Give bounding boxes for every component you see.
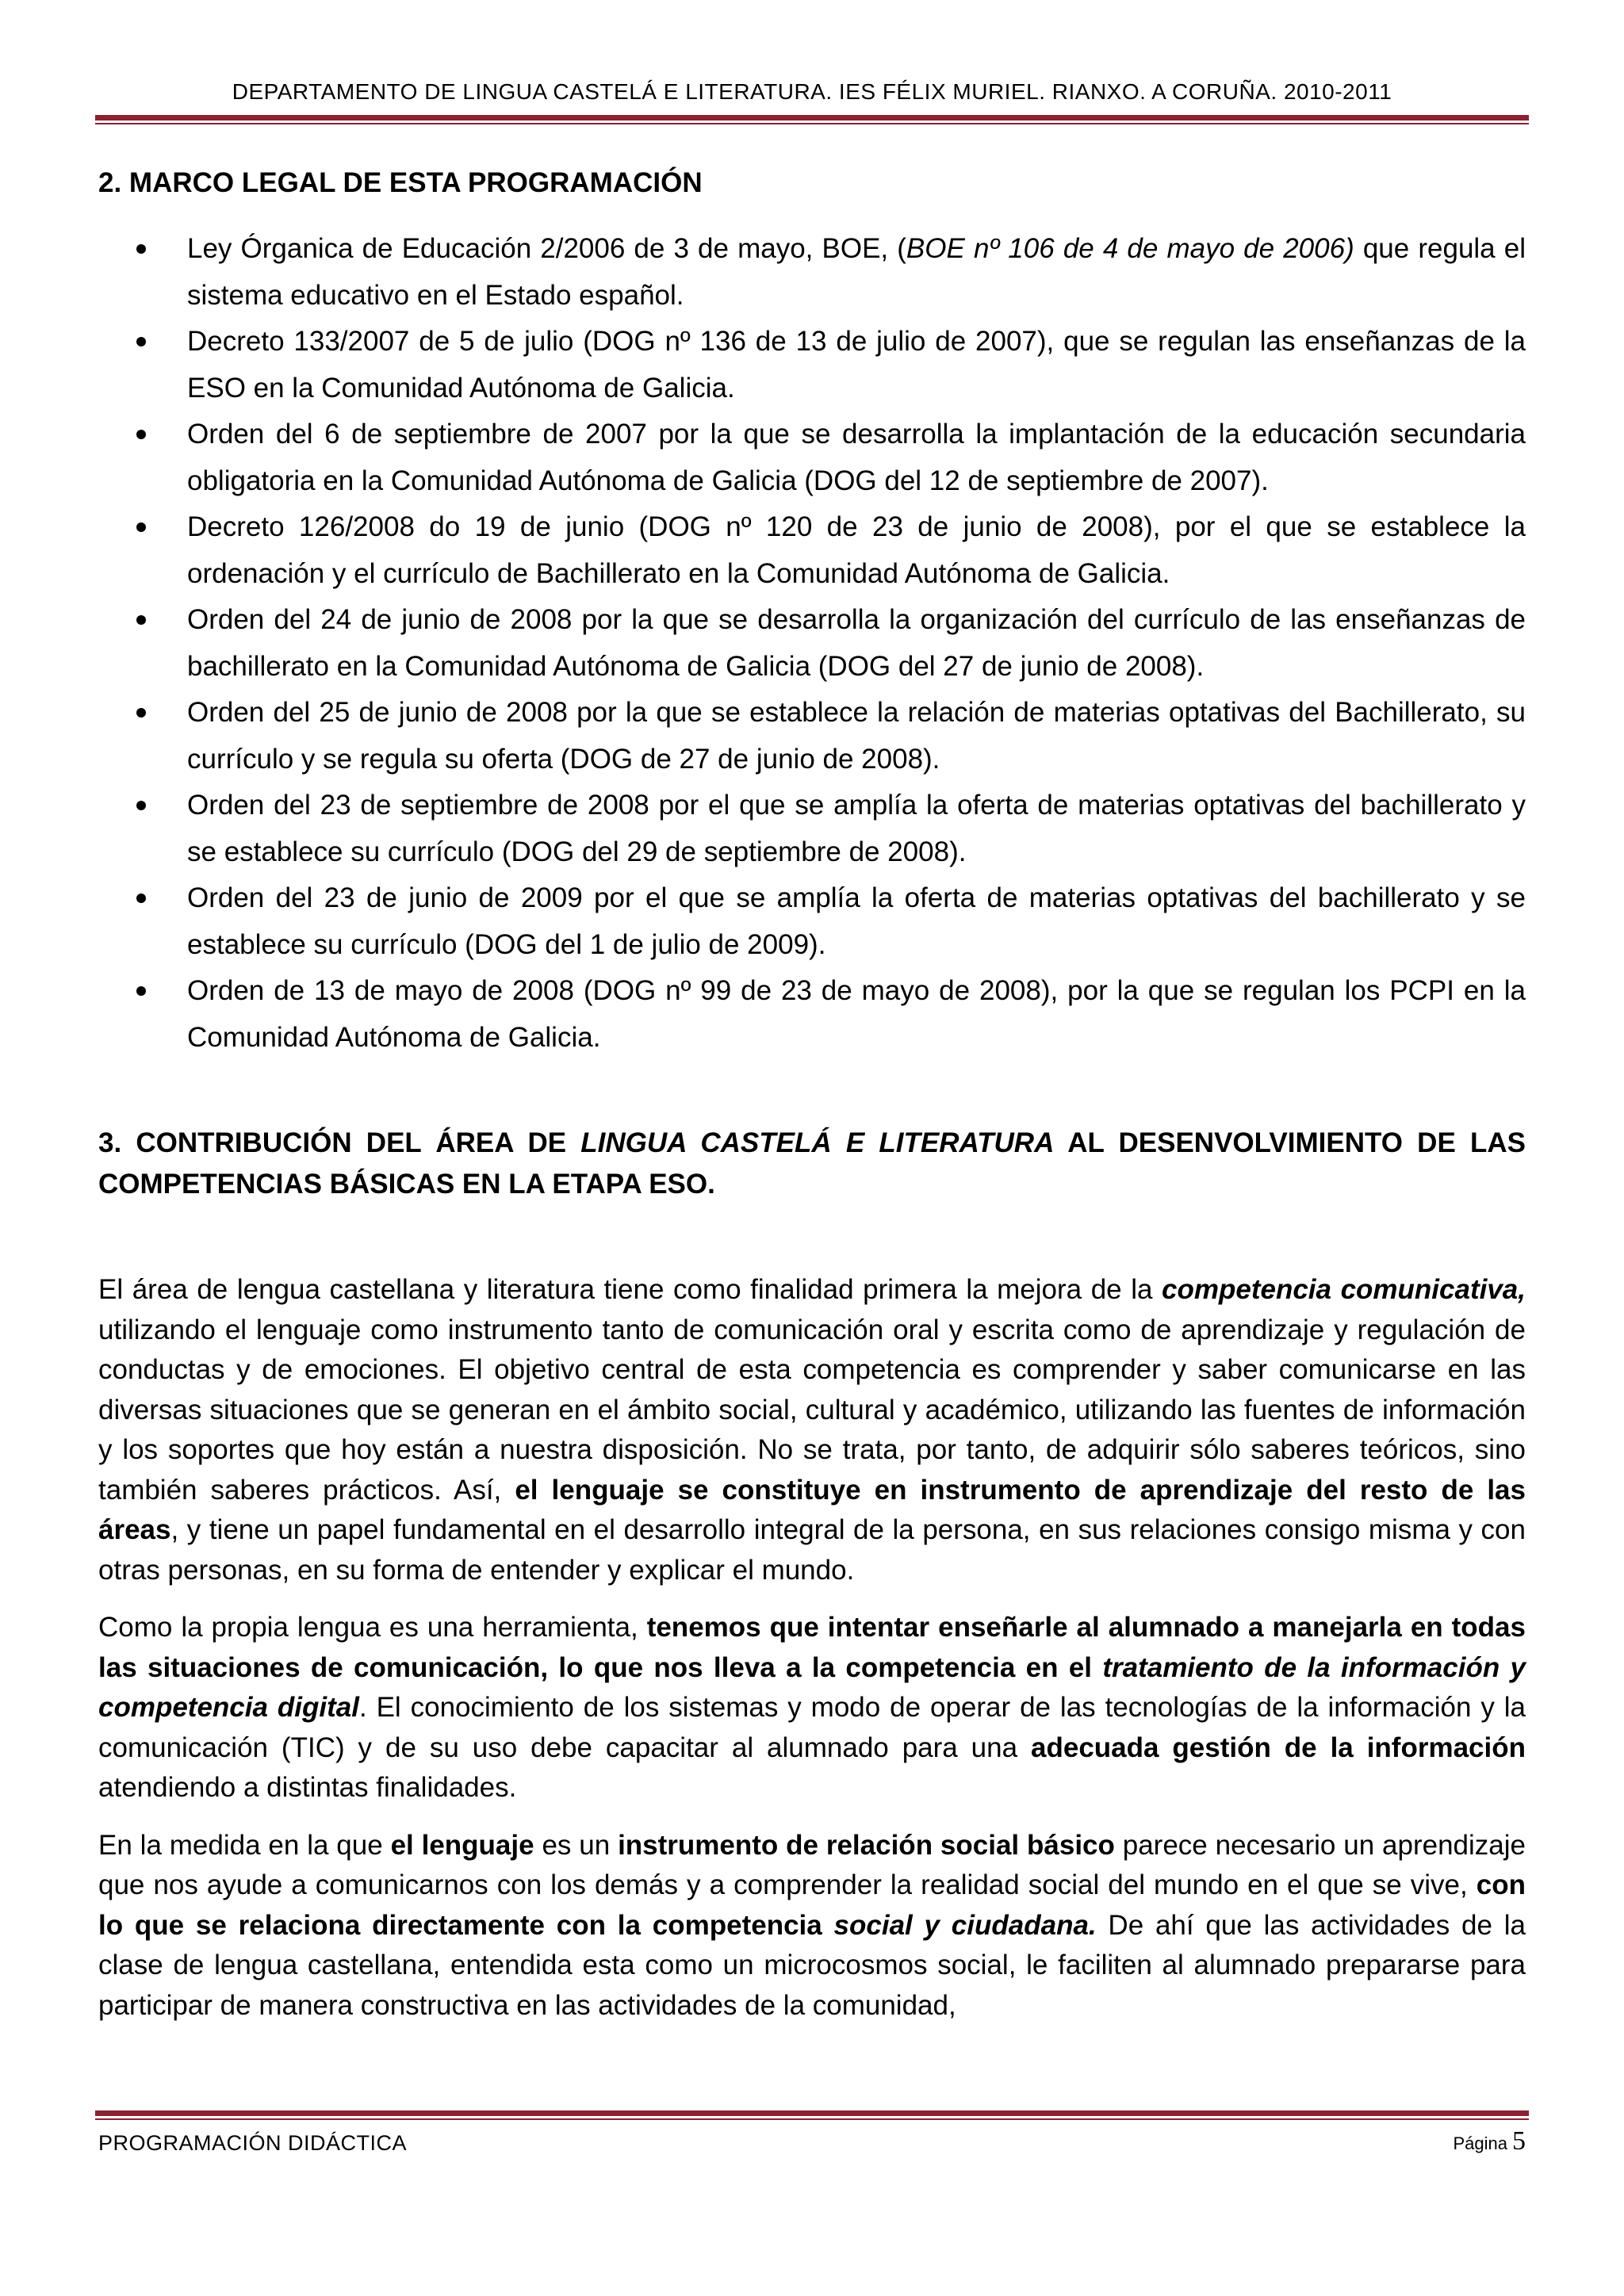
page-number bbox=[1453, 2126, 1526, 2156]
section-3-title bbox=[98, 1123, 1526, 1205]
paragraph-text: De ahí que las actividades de la clase de lengua castellana, entendida esta como un microcosmos social, le faciliten al alumnado prepararse para participar de manera constructiva en las actividades de la comunidad, bbox=[98, 1909, 1526, 2021]
list-item-text: Ley Órganica de Educación 2/2006 de 3 de mayo, BOE, ( bbox=[187, 233, 906, 264]
page-label: Página bbox=[1453, 2133, 1507, 2153]
paragraph-bold-italic: social y ciudadana. bbox=[833, 1909, 1097, 1941]
header-rule bbox=[95, 115, 1529, 124]
list-item-text: Orden del 23 de junio de 2009 por el que se amplía la oferta de materias optativas del bachillerato y se establece su currículo (DOG del 1 de julio de 2009). bbox=[187, 882, 1526, 960]
list-item-text: Orden del 6 de septiembre de 2007 por la que se desarrolla la implantación de la educación secundaria obligatoria en la Comunidad Autónoma de Galicia (DOG del 12 de septiembre de 2007). bbox=[187, 419, 1526, 496]
list-item-text: Decreto 126/2008 do 19 de junio (DOG nº 120 de 23 de junio de 2008), por el que se establece la ordenación y el currículo de Bachillerato en la Comunidad Autónoma de Galicia. bbox=[187, 511, 1526, 589]
list-item bbox=[98, 597, 1526, 690]
bullet-icon bbox=[136, 986, 146, 996]
paragraph-bold: el lenguaje se constituye en instrumento de aprendizaje del resto de las áreas bbox=[98, 1474, 1526, 1545]
list-item-text: Orden del 23 de septiembre de 2008 por el que se amplía la oferta de materias optativas del bachillerato y se establece su currículo (DOG del 29 de septiembre de 2008). bbox=[187, 790, 1526, 867]
paragraph-text: atendiendo a distintas finalidades. bbox=[98, 1772, 517, 1803]
list-item-text: Orden de 13 de mayo de 2008 (DOG nº 99 de 23 de mayo de 2008), por la que se regulan los PCPI en la Comunidad Autónoma de Galicia. bbox=[187, 975, 1526, 1053]
legal-framework-list bbox=[98, 226, 1526, 1061]
paragraph-bold: con lo que se relaciona directamente con la competencia bbox=[98, 1869, 1526, 1941]
bullet-icon bbox=[136, 708, 146, 718]
list-item-text: Orden del 24 de junio de 2008 por la que se desarrolla la organización del currículo de las enseñanzas de bachillerato en la Comunidad Autónoma de Galicia (DOG del 27 de junio de 2008). bbox=[187, 604, 1526, 682]
bullet-icon bbox=[136, 894, 146, 903]
page-content bbox=[98, 163, 1526, 2026]
bullet-icon bbox=[136, 430, 146, 439]
paragraph-text: . El conocimiento de los sistemas y modo de operar de las tecnologías de la información y la comunicación (TIC) y de su uso debe capacitar al alumnado para una bbox=[98, 1692, 1526, 1763]
list-item bbox=[98, 875, 1526, 968]
bullet-icon bbox=[136, 244, 146, 254]
paragraph-bold: tenemos que intentar enseñarle al alumnado a manejarla en todas las situaciones de comunicación, lo que nos lleva a la competencia en el bbox=[98, 1612, 1526, 1683]
list-item bbox=[98, 319, 1526, 411]
list-item-text: Decreto 133/2007 de 5 de julio (DOG nº 136 de 13 de julio de 2007), que se regulan las enseñanzas de la ESO en la Comunidad Autónoma de Galicia. bbox=[187, 326, 1526, 404]
list-item-text: Orden del 25 de junio de 2008 por la que se establece la relación de materias optativas del Bachillerato, su currículo y se regula su oferta (DOG de 27 de junio de 2008). bbox=[187, 697, 1526, 775]
list-item bbox=[98, 783, 1526, 875]
section-3-title-italic: LINGUA CASTELÁ E LITERATURA bbox=[580, 1127, 1055, 1158]
bullet-icon bbox=[136, 801, 146, 810]
list-item-text: que regula el sistema educativo en el Estado español. bbox=[187, 233, 1526, 311]
paragraph-3 bbox=[98, 1826, 1526, 2026]
list-item bbox=[98, 690, 1526, 783]
list-item bbox=[98, 226, 1526, 319]
page-header: DEPARTAMENTO DE LINGUA CASTELÁ E LITERATURA. IES FÉLIX MURIEL. RIANXO. A CORUÑA. 2010-2011 bbox=[232, 79, 1392, 104]
list-item bbox=[98, 968, 1526, 1061]
paragraph-text: es un bbox=[534, 1829, 619, 1861]
paragraph-text: En la medida en la que bbox=[98, 1829, 391, 1861]
list-item bbox=[98, 411, 1526, 504]
paragraph-text: utilizando el lenguaje como instrumento tanto de comunicación oral y escrita como de aprendizaje y regulación de conductas y de emociones. El objetivo central de esta competencia es comprender y saber comunicarse en las diversas situaciones que se generan en el ámbito social, cultural y académico, utilizando las fuentes de información y los soportes que hoy están a nuestra disposición. No se trata, por tanto, de adquirir sólo saberes teóricos, sino también saberes prácticos. Así, bbox=[98, 1314, 1526, 1506]
paragraph-2 bbox=[98, 1608, 1526, 1808]
paragraph-text: parece necesario un aprendizaje que nos ayude a comunicarnos con los demás y a comprender la realidad social del mundo en el que se vive, bbox=[98, 1829, 1526, 1900]
footer-rule bbox=[95, 2110, 1529, 2120]
footer-title: PROGRAMACIÓN DIDÁCTICA bbox=[98, 2131, 408, 2155]
paragraph-text: El área de lengua castellana y literatura tiene como finalidad primera la mejora de la bbox=[98, 1274, 1162, 1305]
paragraph-text: , y tiene un papel fundamental en el desarrollo integral de la persona, en sus relaciones consigo misma y con otras personas, en su forma de entender y explicar el mundo. bbox=[98, 1514, 1526, 1586]
paragraph-bold-italic: tratamiento de la información y competencia digital bbox=[98, 1651, 1526, 1723]
list-item bbox=[98, 504, 1526, 597]
section-3-title-part: AL DESENVOLVIMIENTO DE LAS COMPETENCIAS BÁSICAS EN LA ETAPA ESO. bbox=[98, 1127, 1526, 1200]
paragraph-text: Como la propia lengua es una herramienta, bbox=[98, 1612, 647, 1643]
paragraph-bold: el lenguaje bbox=[390, 1829, 534, 1861]
paragraph-bold: adecuada gestión de la información bbox=[1031, 1732, 1526, 1763]
bullet-icon bbox=[136, 615, 146, 625]
bullet-icon bbox=[136, 522, 146, 532]
bullet-icon bbox=[136, 337, 146, 346]
page-number-value: 5 bbox=[1512, 2126, 1526, 2156]
list-item-italic: BOE nº 106 de 4 de mayo de 2006) bbox=[906, 233, 1354, 264]
section-2-title: 2. MARCO LEGAL DE ESTA PROGRAMACIÓN bbox=[98, 167, 703, 198]
paragraph-1 bbox=[98, 1270, 1526, 1590]
paragraph-bold-italic: competencia comunicativa, bbox=[1162, 1274, 1526, 1305]
section-3-title-part: 3. CONTRIBUCIÓN DEL ÁREA DE bbox=[98, 1127, 581, 1158]
paragraph-bold: instrumento de relación social básico bbox=[618, 1829, 1115, 1861]
